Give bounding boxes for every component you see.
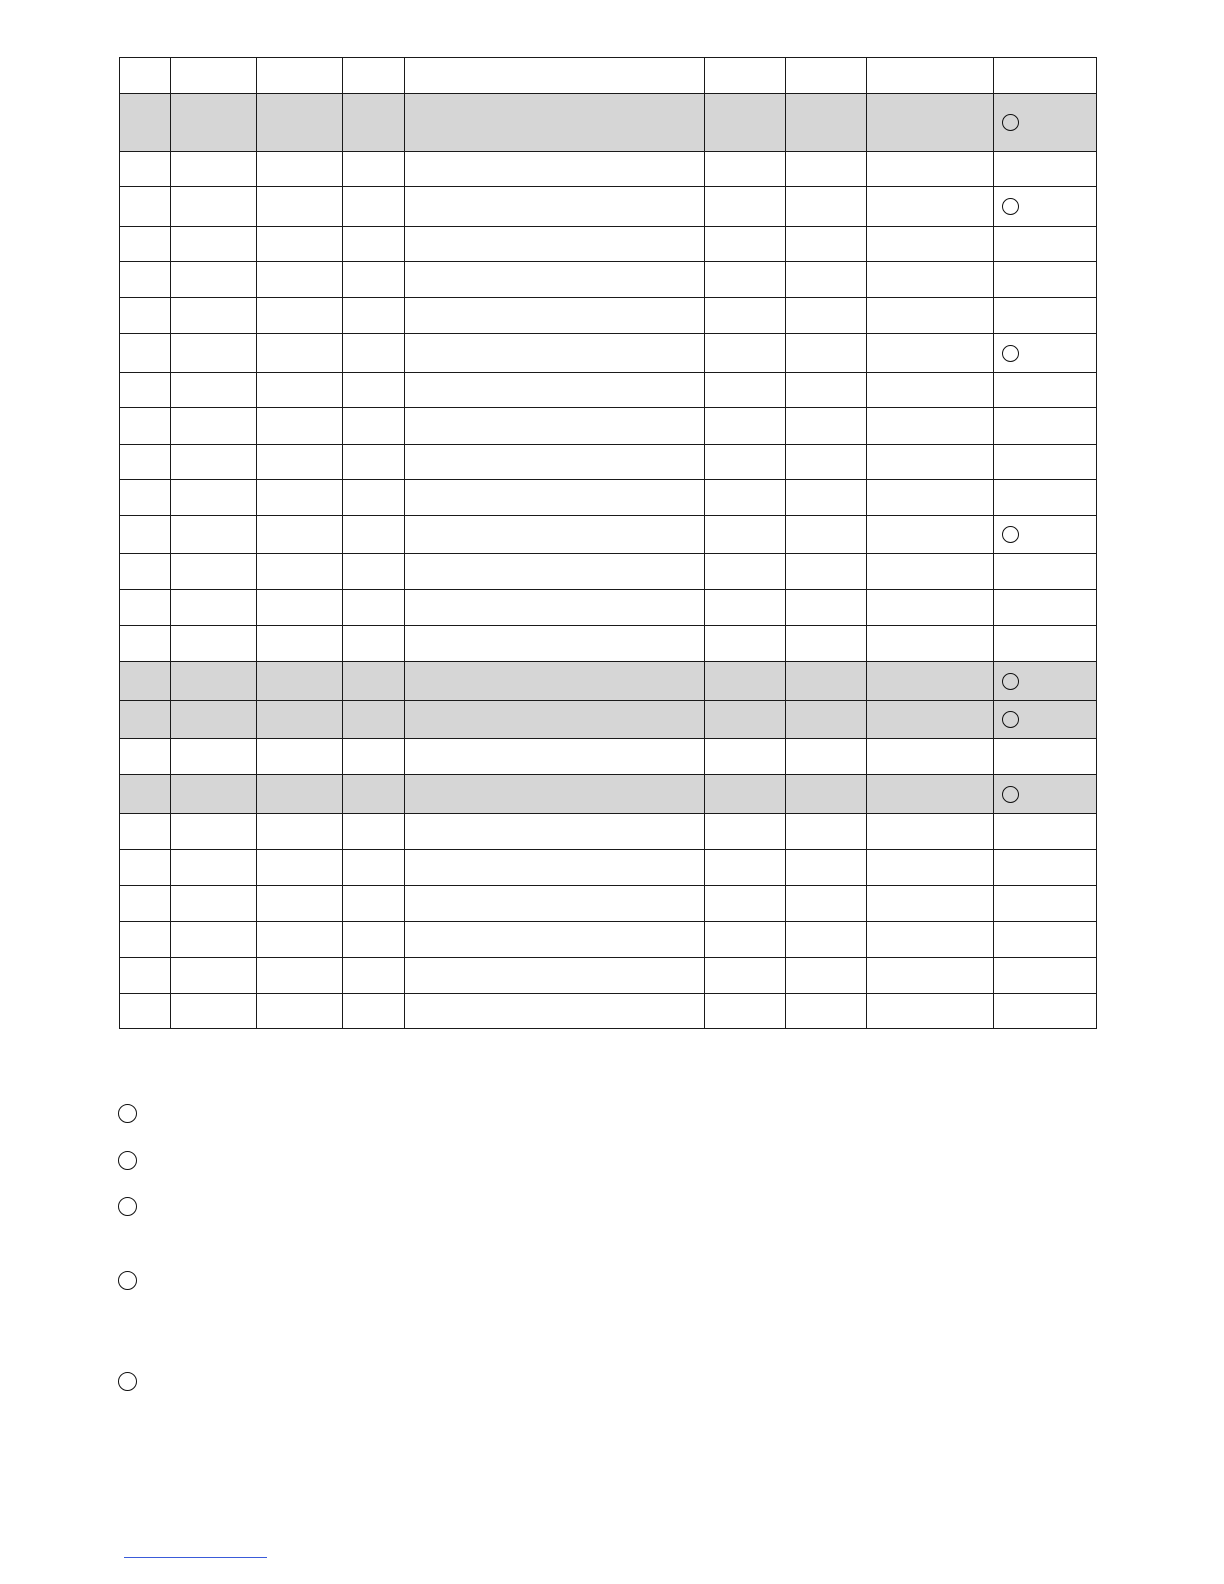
table-cell (405, 227, 705, 262)
header-cell (171, 58, 257, 94)
table-cell (786, 922, 867, 958)
table-cell (705, 187, 786, 227)
table-cell (994, 814, 1097, 850)
table-cell (343, 775, 405, 814)
table-cell (257, 775, 343, 814)
table-cell (405, 958, 705, 994)
legend-item (118, 1372, 137, 1391)
table-cell (705, 775, 786, 814)
table-cell (171, 626, 257, 662)
table-cell (405, 739, 705, 775)
table-cell (171, 152, 257, 187)
table-cell (867, 408, 994, 445)
table-cell (405, 480, 705, 516)
table-cell (343, 408, 405, 445)
table-cell (705, 373, 786, 408)
table-cell (171, 775, 257, 814)
table-cell (120, 850, 171, 886)
table-cell (171, 445, 257, 480)
legend-item (118, 1197, 137, 1216)
table-cell (786, 994, 867, 1029)
table-cell (120, 814, 171, 850)
table-cell (867, 958, 994, 994)
table-cell (705, 739, 786, 775)
table-cell (257, 922, 343, 958)
table-cell (405, 626, 705, 662)
circle-marker-icon (1002, 711, 1019, 728)
table-cell (171, 373, 257, 408)
table-cell (867, 152, 994, 187)
table-cell (786, 958, 867, 994)
table-cell (120, 334, 171, 373)
table-cell (343, 922, 405, 958)
header-cell (786, 58, 867, 94)
circle-marker-icon (118, 1151, 137, 1170)
table-cell (705, 701, 786, 739)
table-cell (171, 262, 257, 298)
table-cell (994, 590, 1097, 626)
table-cell (867, 886, 994, 922)
table-cell (994, 662, 1097, 701)
table-cell (120, 701, 171, 739)
circle-marker-icon (118, 1271, 137, 1290)
table-cell (120, 775, 171, 814)
table-cell (257, 298, 343, 334)
table-cell (120, 152, 171, 187)
table-cell (705, 262, 786, 298)
table-row (120, 662, 1097, 701)
table-cell (994, 334, 1097, 373)
table-cell (343, 227, 405, 262)
table-cell (120, 227, 171, 262)
table-cell (867, 334, 994, 373)
table-row (120, 850, 1097, 886)
table-cell (343, 516, 405, 554)
table-cell (120, 516, 171, 554)
table-cell (257, 626, 343, 662)
table-cell (120, 298, 171, 334)
table-row (120, 958, 1097, 994)
table-row (120, 922, 1097, 958)
table-cell (994, 626, 1097, 662)
table-cell (171, 334, 257, 373)
table-row (120, 739, 1097, 775)
table-cell (343, 739, 405, 775)
table-row (120, 994, 1097, 1029)
table-cell (171, 814, 257, 850)
header-cell (994, 58, 1097, 94)
table-cell (257, 334, 343, 373)
table-cell (257, 590, 343, 626)
table-cell (405, 554, 705, 590)
table-cell (786, 334, 867, 373)
table-cell (994, 850, 1097, 886)
table-cell (405, 775, 705, 814)
table-row (120, 94, 1097, 152)
table-cell (120, 626, 171, 662)
table-cell (405, 445, 705, 480)
header-cell (343, 58, 405, 94)
table-cell (343, 701, 405, 739)
table-cell (705, 922, 786, 958)
table-cell (171, 590, 257, 626)
table-cell (786, 516, 867, 554)
table-cell (705, 445, 786, 480)
table-cell (786, 775, 867, 814)
table-cell (867, 94, 994, 152)
table-cell (405, 408, 705, 445)
table-cell (171, 94, 257, 152)
header-cell (257, 58, 343, 94)
table-cell (257, 187, 343, 227)
table-cell (786, 480, 867, 516)
table-cell (786, 850, 867, 886)
table-cell (786, 152, 867, 187)
table-cell (994, 373, 1097, 408)
table-row (120, 227, 1097, 262)
table-cell (867, 850, 994, 886)
table-cell (705, 516, 786, 554)
table-cell (786, 262, 867, 298)
table-cell (994, 958, 1097, 994)
header-cell (120, 58, 171, 94)
table-cell (786, 373, 867, 408)
table-cell (867, 445, 994, 480)
table-cell (786, 298, 867, 334)
table-cell (994, 554, 1097, 590)
table-cell (867, 994, 994, 1029)
table-cell (867, 739, 994, 775)
table-cell (786, 187, 867, 227)
table-cell (257, 850, 343, 886)
table-cell (257, 814, 343, 850)
table-cell (171, 187, 257, 227)
table-cell (405, 994, 705, 1029)
table-cell (994, 701, 1097, 739)
table-cell (786, 227, 867, 262)
table-cell (786, 814, 867, 850)
table-cell (405, 187, 705, 227)
table-cell (257, 958, 343, 994)
legend-item (118, 1104, 137, 1123)
header-row (120, 58, 1097, 94)
table-cell (786, 408, 867, 445)
table-cell (867, 480, 994, 516)
table-cell (257, 152, 343, 187)
table-cell (405, 94, 705, 152)
table-cell (120, 886, 171, 922)
table-cell (171, 701, 257, 739)
circle-marker-icon (1002, 673, 1019, 690)
circle-marker-icon (1002, 345, 1019, 362)
table-cell (120, 262, 171, 298)
table-cell (867, 516, 994, 554)
table-cell (867, 590, 994, 626)
table-row (120, 775, 1097, 814)
table-cell (786, 626, 867, 662)
table-cell (343, 262, 405, 298)
table-cell (257, 554, 343, 590)
table-cell (867, 701, 994, 739)
table-cell (343, 994, 405, 1029)
table-cell (994, 94, 1097, 152)
table-cell (120, 739, 171, 775)
table-cell (786, 739, 867, 775)
table-row (120, 480, 1097, 516)
table-cell (705, 662, 786, 701)
table-cell (705, 590, 786, 626)
table-cell (867, 814, 994, 850)
footer-link-underline (124, 1557, 267, 1558)
table-cell (171, 516, 257, 554)
table-cell (705, 152, 786, 187)
table-cell (705, 958, 786, 994)
table-cell (171, 554, 257, 590)
table-cell (867, 554, 994, 590)
table-cell (705, 994, 786, 1029)
table-cell (786, 886, 867, 922)
table-cell (257, 662, 343, 701)
table-cell (705, 94, 786, 152)
table-cell (994, 187, 1097, 227)
table-cell (120, 958, 171, 994)
table-cell (343, 626, 405, 662)
table-row (120, 554, 1097, 590)
table-cell (257, 445, 343, 480)
table-cell (405, 334, 705, 373)
table-cell (343, 886, 405, 922)
table-cell (867, 775, 994, 814)
table-cell (405, 662, 705, 701)
table-cell (994, 994, 1097, 1029)
table-cell (343, 958, 405, 994)
table-cell (705, 626, 786, 662)
table-cell (867, 227, 994, 262)
table-cell (171, 298, 257, 334)
table-cell (705, 480, 786, 516)
table-cell (171, 922, 257, 958)
table-row (120, 152, 1097, 187)
table-cell (786, 94, 867, 152)
table-cell (343, 187, 405, 227)
table-row (120, 445, 1097, 480)
table-cell (405, 373, 705, 408)
table-cell (705, 227, 786, 262)
table-cell (867, 262, 994, 298)
table-cell (120, 662, 171, 701)
table-cell (405, 922, 705, 958)
table-cell (994, 922, 1097, 958)
table-cell (405, 152, 705, 187)
table-cell (171, 958, 257, 994)
table-cell (786, 445, 867, 480)
table-row (120, 626, 1097, 662)
circle-marker-icon (118, 1104, 137, 1123)
table-cell (171, 662, 257, 701)
table-cell (171, 994, 257, 1029)
legend-item (118, 1271, 137, 1290)
header-cell (705, 58, 786, 94)
table-row (120, 814, 1097, 850)
table-cell (994, 739, 1097, 775)
table-cell (867, 922, 994, 958)
table-cell (786, 590, 867, 626)
table-row (120, 701, 1097, 739)
table-cell (405, 850, 705, 886)
table-cell (994, 262, 1097, 298)
table-cell (257, 739, 343, 775)
table-cell (994, 445, 1097, 480)
table-cell (994, 886, 1097, 922)
table-cell (705, 334, 786, 373)
table-cell (120, 590, 171, 626)
table-cell (343, 152, 405, 187)
table-cell (171, 739, 257, 775)
table-row (120, 373, 1097, 408)
table-cell (994, 408, 1097, 445)
table-cell (171, 850, 257, 886)
data-table (119, 57, 1097, 1029)
table-row (120, 886, 1097, 922)
table-cell (120, 408, 171, 445)
table-cell (994, 298, 1097, 334)
table-cell (705, 408, 786, 445)
table-cell (343, 373, 405, 408)
table-row (120, 298, 1097, 334)
table-cell (120, 922, 171, 958)
table-cell (120, 994, 171, 1029)
table-cell (867, 662, 994, 701)
table-cell (120, 187, 171, 227)
table-cell (405, 516, 705, 554)
table-cell (994, 775, 1097, 814)
table-row (120, 334, 1097, 373)
table-row (120, 187, 1097, 227)
table-cell (405, 298, 705, 334)
table-cell (257, 227, 343, 262)
circle-marker-icon (1002, 114, 1019, 131)
table-cell (994, 516, 1097, 554)
table-cell (867, 626, 994, 662)
circle-marker-icon (1002, 786, 1019, 803)
header-cell (405, 58, 705, 94)
table-cell (786, 554, 867, 590)
table-cell (257, 373, 343, 408)
header-cell (867, 58, 994, 94)
legend-item (118, 1151, 137, 1170)
table-cell (786, 662, 867, 701)
table-cell (705, 814, 786, 850)
table-cell (705, 554, 786, 590)
table-cell (171, 408, 257, 445)
table-cell (343, 94, 405, 152)
table-cell (343, 590, 405, 626)
table-cell (786, 701, 867, 739)
table-cell (705, 886, 786, 922)
table-cell (705, 850, 786, 886)
circle-marker-icon (118, 1197, 137, 1216)
table-cell (257, 94, 343, 152)
table-cell (257, 262, 343, 298)
table-cell (120, 554, 171, 590)
table-cell (257, 516, 343, 554)
table-cell (120, 480, 171, 516)
table-cell (257, 886, 343, 922)
table-cell (867, 373, 994, 408)
table-cell (343, 445, 405, 480)
table-cell (343, 480, 405, 516)
table-cell (171, 227, 257, 262)
table-cell (257, 480, 343, 516)
table-row (120, 408, 1097, 445)
table-cell (405, 886, 705, 922)
table-cell (867, 187, 994, 227)
table-cell (994, 152, 1097, 187)
table-row (120, 590, 1097, 626)
table-cell (343, 662, 405, 701)
table-cell (343, 814, 405, 850)
table-cell (343, 850, 405, 886)
table-cell (171, 886, 257, 922)
table-cell (257, 701, 343, 739)
circle-marker-icon (1002, 198, 1019, 215)
table-cell (405, 701, 705, 739)
table-cell (257, 994, 343, 1029)
table-cell (343, 334, 405, 373)
table-cell (994, 227, 1097, 262)
table-cell (994, 480, 1097, 516)
circle-marker-icon (1002, 526, 1019, 543)
table-row (120, 516, 1097, 554)
circle-marker-icon (118, 1372, 137, 1391)
table-cell (405, 262, 705, 298)
table-cell (120, 94, 171, 152)
table-cell (257, 408, 343, 445)
table-row (120, 262, 1097, 298)
table-cell (171, 480, 257, 516)
table-cell (120, 373, 171, 408)
table-cell (705, 298, 786, 334)
table-cell (405, 814, 705, 850)
table-cell (343, 554, 405, 590)
table-cell (405, 590, 705, 626)
table-cell (867, 298, 994, 334)
table-cell (343, 298, 405, 334)
table-cell (120, 445, 171, 480)
